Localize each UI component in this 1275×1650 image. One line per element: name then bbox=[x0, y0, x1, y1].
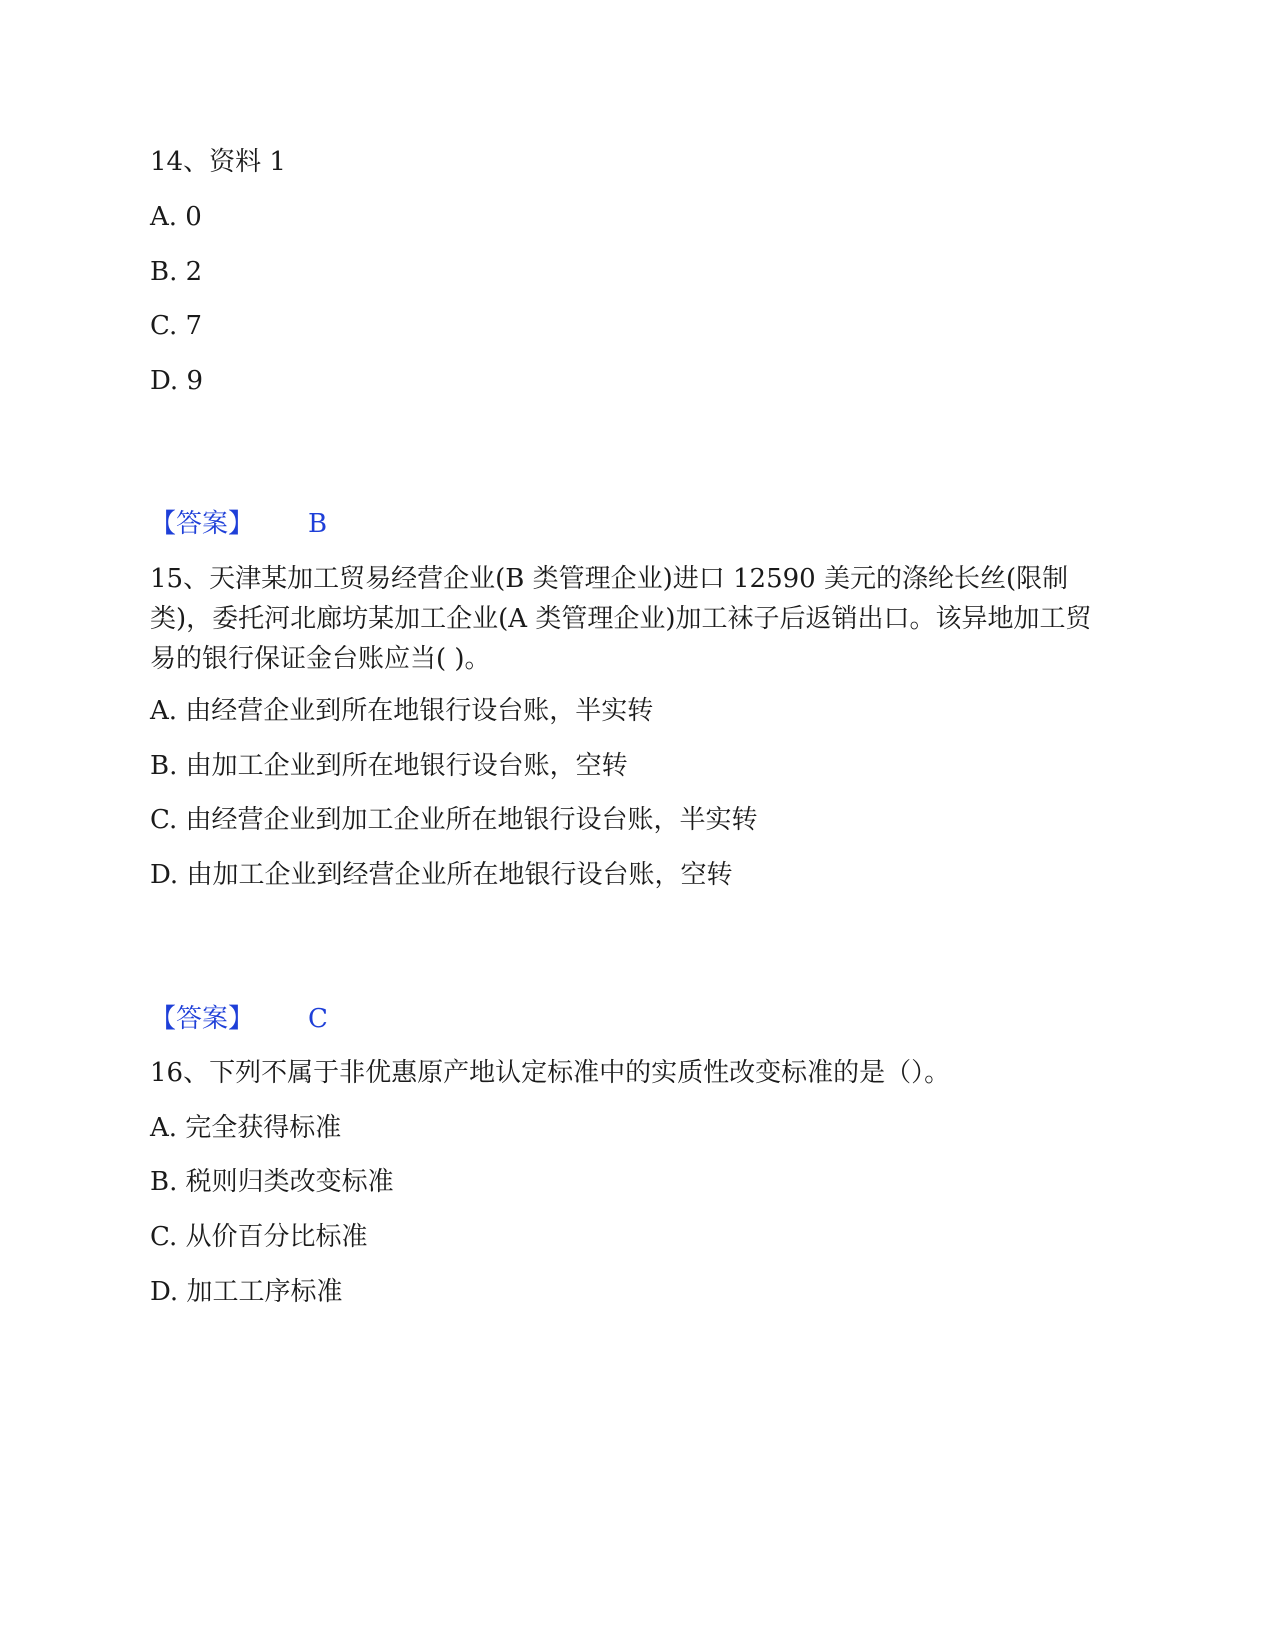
question-15-option-b: B. 由加工企业到所在地银行设台账，空转 bbox=[150, 751, 628, 781]
question-14-option-a: A. 0 bbox=[150, 202, 202, 232]
question-15-option-a: A. 由经营企业到所在地银行设台账，半实转 bbox=[150, 696, 654, 726]
answer-14 bbox=[150, 509, 327, 539]
answer-15 bbox=[150, 1004, 328, 1034]
question-16-option-d: D. 加工工序标准 bbox=[150, 1277, 343, 1307]
question-14-option-b: B. 2 bbox=[150, 257, 203, 287]
question-15-option-c: C. 由经营企业到加工企业所在地银行设台账，半实转 bbox=[150, 805, 758, 835]
question-15-option-d: D. 由加工企业到经营企业所在地银行设台账，空转 bbox=[150, 860, 733, 890]
answer-15-value: C bbox=[308, 1004, 328, 1034]
question-14-option-c: C. 7 bbox=[150, 311, 203, 341]
question-16-option-a: A. 完全获得标准 bbox=[150, 1113, 342, 1143]
answer-15-label: 【答案】 bbox=[150, 1004, 255, 1034]
answer-14-value: B bbox=[308, 509, 328, 539]
answer-14-label: 【答案】 bbox=[150, 509, 255, 539]
question-14-stem: 14、资料 1 bbox=[150, 147, 286, 177]
question-16-stem: 16、下列不属于非优惠原产地认定标准中的实质性改变标准的是（）。 bbox=[150, 1058, 951, 1088]
question-16-option-b: B. 税则归类改变标准 bbox=[150, 1167, 394, 1197]
question-14-option-d: D. 9 bbox=[150, 366, 203, 396]
question-15-stem: 15、天津某加工贸易经营企业(B 类管理企业)进口 12590 美元的涤纶长丝(限制类)，委托河北廊坊某加工企业(A 类管理企业)加工袜子后返销出口。该异地加工贸易的银行保证金台账应当( )。 bbox=[150, 564, 1092, 674]
question-16-option-c: C. 从价百分比标准 bbox=[150, 1222, 368, 1252]
